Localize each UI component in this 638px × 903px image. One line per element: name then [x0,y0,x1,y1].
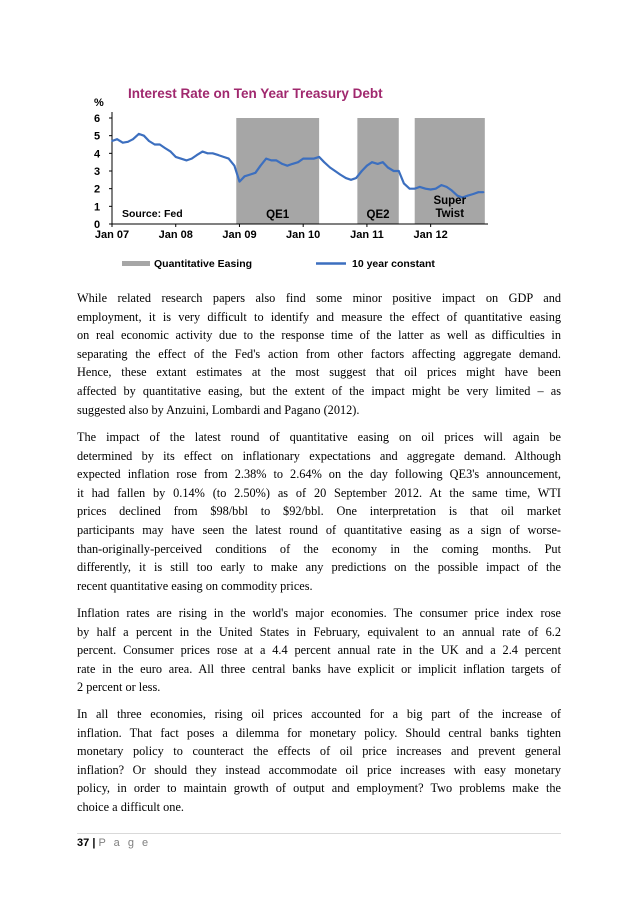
data-point [127,141,129,143]
text-line: by half a percent in the United States in February, equivalent to an annual rate of 6.2 [77,624,561,639]
data-point [286,165,288,167]
y-tick-label: 3 [94,166,101,178]
source-label: Source: Fed [122,208,183,220]
data-point [419,186,421,188]
data-point [239,181,241,183]
text-line: 2 percent or less. [77,680,161,695]
data-point [297,161,299,163]
data-point [254,172,256,174]
data-point [122,142,124,144]
data-point [441,184,443,186]
text-line: participants may have seen the latest round of quantitative easing as a sign of worse- [77,522,561,537]
data-point [138,133,140,135]
treasury-rate-chart [88,84,508,274]
data-point [472,193,474,195]
text-line: prices declined from $98/bbl to $92/bbl. One interpretation is that oil market [77,504,561,519]
data-point [334,170,336,172]
data-point [265,158,267,160]
data-point [218,154,220,156]
footer-divider [77,833,561,834]
data-point [154,144,156,146]
data-point [345,177,347,179]
data-point [425,188,427,190]
text-line: Inflation rates are rising in the world's major economies. The consumer price index rose [77,606,561,620]
text-line: While related research papers also find some minor positive impact on GDP and [77,291,561,305]
data-point [307,158,309,160]
y-axis-label: % [94,97,104,109]
data-point [329,167,331,169]
y-tick-label: 4 [94,148,101,161]
data-point [446,186,448,188]
page-number: 37 [77,837,90,849]
region-label: Super [433,195,467,207]
data-point [398,170,400,172]
data-point [212,152,214,154]
region-label: Twist [435,208,465,220]
data-point [467,195,469,197]
text-line: expected inflation rose from 2.38% to 2.64% on the day following QE3's announcement, [77,467,561,482]
y-tick-label: 5 [94,130,101,143]
text-line: on real economic activity due to the response time of the latter as well as difficulties in [77,328,561,343]
data-point [164,147,166,149]
legend-swatch-qe [122,261,150,266]
data-point [143,135,145,137]
text-line: In all three economies, rising oil prices accounted for a big part of the increase of [77,707,561,721]
paragraph-2 [77,428,561,595]
text-line: rate in the euro area. All three central banks have explicit or implicit inflation targets of [77,661,561,676]
data-point [377,163,379,165]
x-tick-label: Jan 11 [350,229,384,241]
data-point [403,182,405,184]
text-line: recent quantitative easing on commodity prices. [77,578,313,593]
x-tick-label: Jan 09 [222,229,257,241]
data-point [371,161,373,163]
text-line: separating the effect of the Fed's action from other factors affecting aggregate demand. [77,346,561,361]
data-point [186,160,188,162]
data-point [116,138,118,140]
data-point [170,151,172,153]
region-label: QE2 [366,209,390,221]
data-point [393,170,395,172]
text-line: Hence, these extant estimates at the most suggest that oil prices might have been [77,365,561,380]
data-point [318,156,320,158]
data-point [159,144,161,146]
data-point [148,140,150,142]
data-point [323,161,325,163]
x-tick-label: Jan 07 [94,229,130,241]
paragraph-1 [77,289,561,419]
data-point [451,190,453,192]
data-point [111,140,113,142]
data-point [355,177,357,179]
text-line: monetary policy to counteract the effects of oil price increases and prevent general [77,744,561,759]
data-point [228,158,230,160]
data-point [223,156,225,158]
text-line: suggested also by Anzuini, Lombardi and Pagano (2012). [77,402,360,417]
data-point [270,160,272,162]
text-line: percent. Consumer prices rose at a 4.4 percent annual rate in the UK and a 2.4 percent [77,643,561,658]
y-tick-label: 0 [94,219,101,231]
page-footer [77,837,151,849]
data-point [435,188,437,190]
text-line: affected by quantitative easing, but the extent of the impact might be very limited – as [77,383,561,398]
chart-title: Interest Rate on Ten Year Treasury Debt [128,86,383,101]
text-line: determined by its effect on inflationary expectations and aggregate demand. Although [77,448,561,463]
paragraph-3 [77,604,561,697]
data-point [276,160,278,162]
page-label: P a g e [98,837,151,849]
data-point [244,175,246,177]
data-point [291,163,293,165]
data-point [414,188,416,190]
data-point [382,161,384,163]
legend-label-qe: Quantitative Easing [154,258,253,270]
text-line: policy, in order to maintain growth of output and employment? Two problems make the [77,781,561,796]
data-point [281,163,283,165]
y-tick-label: 2 [94,183,101,196]
data-point [202,151,204,153]
x-tick-label: Jan 08 [158,229,193,241]
data-point [313,158,315,160]
data-point [302,158,304,160]
data-point [260,165,262,167]
text-line: employment, it is very difficult to identify and measure the effect of quantitative easing [77,309,561,324]
data-point [207,152,209,154]
x-tick-label: Jan 12 [413,229,448,241]
data-point [191,158,193,160]
data-point [430,189,432,191]
text-line: choice a difficult one. [77,799,184,814]
text-line: it had fallen by 0.14% (to 2.50%) as of 20 September 2012. At the same time, WTI [77,485,561,500]
x-tick-label: Jan 10 [286,229,321,241]
data-point [132,138,134,140]
data-point [361,170,363,172]
text-line: than-originally-perceived conditions of the economy in the coming months. Put [77,541,561,556]
footer-separator: | [92,837,96,849]
text-line: The impact of the latest round of quantitative easing on oil prices will again be [77,430,561,444]
text-line: differently, it is still too early to make any predictions on the possible impact of the [77,560,561,575]
data-point [483,191,485,193]
text-line: inflation? Or should they instead accommodate oil price increases with easy monetary [77,762,561,777]
y-tick-label: 1 [94,201,101,214]
data-point [249,174,251,176]
data-point [233,165,235,167]
data-point [196,154,198,156]
text-line: inflation. That fact poses a dilemma for monetary policy. Should central banks tighten [77,725,561,740]
y-tick-label: 6 [94,113,101,125]
data-point [366,165,368,167]
data-point [409,188,411,190]
data-point [350,179,352,181]
data-point [339,174,341,176]
legend-label-line: 10 year constant [352,258,435,270]
data-point [175,156,177,158]
data-point [180,158,182,160]
data-point [387,167,389,169]
data-point [478,191,480,193]
paragraph-4 [77,705,561,817]
region-label: QE1 [266,209,290,221]
